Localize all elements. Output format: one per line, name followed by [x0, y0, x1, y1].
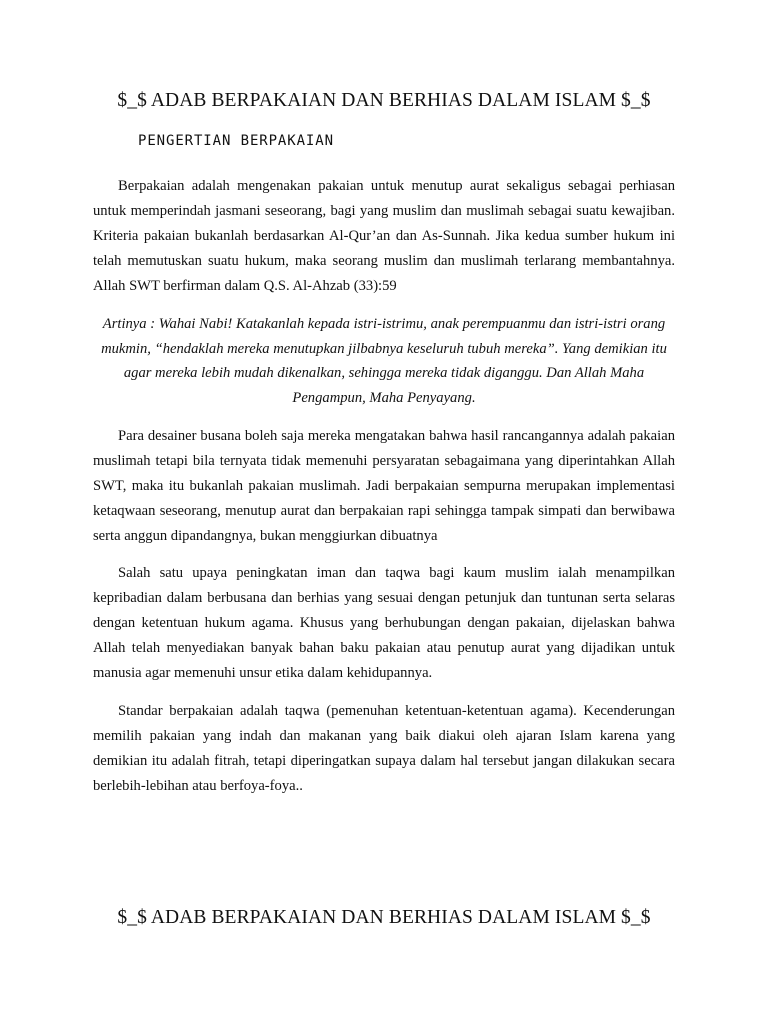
- paragraph-designers: Para desainer busana boleh saja mereka mengatakan bahwa hasil rancangannya adalah pakaian muslimah tetapi bila ternyata tidak memenuhi persyaratan sebagaimana yang diperintahkan Allah SWT, maka itu bukanlah pakaian muslimah. Jadi berpakaian sempurna merupakan implementasi ketaqwaan seseorang, menutup aurat dan berpakaian rapi sehingga tampak simpati dan berwibawa serta anggun dipandangnya, bukan menggiurkan dibuatnya: [93, 428, 675, 544]
- paragraph-standard: Standar berpakaian adalah taqwa (pemenuhan ketentuan-ketentuan agama). Kecenderungan memilih pakaian yang indah dan makanan yang baik diakui oleh ajaran Islam karena yang demikian itu adalah fitrah, tetapi diperingatkan supaya dalam hal tersebut jangan dilakukan secara berlebih-lebihan atau berfoya-foya..: [93, 703, 675, 794]
- paragraph-faith: Salah satu upaya peningkatan iman dan taqwa bagi kaum muslim ialah menampilkan kepribadian dalam berbusana dan berhias yang sesuai dengan petunjuk dan tuntunan serta selaras dengan ketentuan hukum agama. Khusus yang berhubungan dengan pakaian, dijelaskan bahwa Allah telah menyediakan banyak bahan baku pakaian atau penutup aurat yang dijadikan untuk manusia agar memenuhi unsur etika dalam kehidupannya.: [93, 565, 675, 681]
- paragraph-definition: Berpakaian adalah mengenakan pakaian untuk menutup aurat sekaligus sebagai perhiasan untuk memperindah jasmani seseorang, bagi yang muslim dan muslimah sebagai suatu kewajiban. Kriteria pakaian bukanlah berdasarkan Al-Qur’an dan As-Sunnah. Jika kedua sumber hukum ini telah memutuskan suatu hukum, maka seorang muslim dan muslimah terlarang membantahnya. Allah SWT berfirman dalam Q.S. Al-Ahzab (33):59: [93, 178, 675, 294]
- quote-translation: Artinya : Wahai Nabi! Katakanlah kepada istri-istrimu, anak perempuanmu dan istri-istri orang mukmin, “hendaklah mereka menutupkan jilbabnya keseluruh tubuh mereka”. Yang demikian itu agar mereka lebih mudah dikenalkan, sehingga mereka tidak diganggu. Dan Allah Maha Pengampun, Maha Penyayang.: [101, 316, 667, 406]
- section-heading: PENGERTIAN BERPAKAIAN: [138, 133, 334, 149]
- repeated-document-title: $_$ ADAB BERPAKAIAN DAN BERHIAS DALAM ISLAM $_$: [117, 907, 651, 928]
- document-title: $_$ ADAB BERPAKAIAN DAN BERHIAS DALAM ISLAM $_$: [117, 90, 651, 111]
